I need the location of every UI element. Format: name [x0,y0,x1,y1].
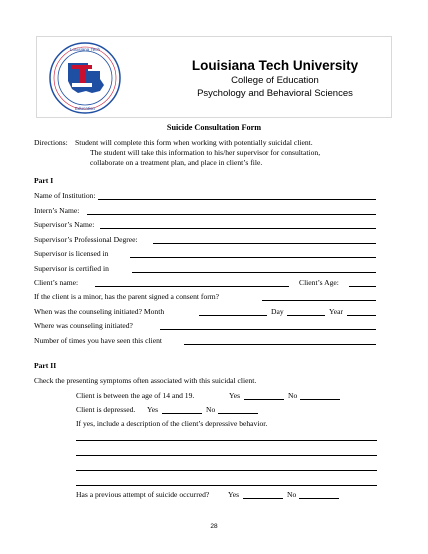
certified-field[interactable] [132,272,376,273]
depressed-no-field[interactable] [218,413,258,414]
previous-attempt-no-field[interactable] [299,498,339,499]
initiated-day-field[interactable] [287,315,325,316]
where-initiated-label: Where was counseling initiated? [34,321,133,330]
intern-label: Intern’s Name: [34,206,80,215]
description-line[interactable] [76,485,377,486]
directions-label: Directions: [34,138,68,147]
times-seen-field[interactable] [184,344,376,345]
supervisor-name-field[interactable] [100,228,376,229]
initiated-day-label: Day [271,307,284,316]
previous-attempt-label: Has a previous attempt of suicide occurred? [76,490,210,499]
client-age-field[interactable] [349,286,376,287]
initiated-month-field[interactable] [199,315,267,316]
minor-consent-field[interactable] [262,300,376,301]
degree-field[interactable] [153,243,376,244]
depressed-label: Client is depressed. [76,405,136,414]
previous-attempt-yes-label: Yes [228,490,240,499]
supervisor-label: Supervisor’s Name: [34,220,95,229]
description-line[interactable] [76,440,377,441]
previous-attempt-yes-field[interactable] [243,498,283,499]
directions-line-3: collaborate on a treatment plan, and place in client’s file. [90,158,263,167]
initiated-year-field[interactable] [347,315,376,316]
depressed-yes-label: Yes [147,405,159,414]
initiated-label: When was the counseling initiated? Month [34,307,165,316]
depressed-no-label: No [206,405,216,414]
licensed-label: Supervisor is licensed in [34,249,109,258]
seal-text-top: Louisiana Tech [70,47,100,52]
page-number: 28 [210,523,218,530]
intern-name-field[interactable] [87,214,376,215]
part2-intro: Check the presenting symptoms often associated with this suicidal client. [34,376,257,385]
client-name-field[interactable] [95,286,289,287]
initiated-year-label: Year [329,307,343,316]
times-seen-label: Number of times you have seen this client [34,336,163,345]
form-title: Suicide Consultation Form [166,123,262,132]
age-range-yes-label: Yes [229,391,241,400]
describe-label: If yes, include a description of the client’s depressive behavior. [76,419,268,428]
part1-heading: Part I [34,176,54,185]
client-age-label: Client’s Age: [299,278,339,287]
age-range-label: Client is between the age of 14 and 19. [76,391,195,400]
university-title: Louisiana Tech University [191,58,359,73]
licensed-field[interactable] [130,257,376,258]
depressed-yes-field[interactable] [162,413,202,414]
department-name: Psychology and Behavioral Sciences [197,88,353,99]
age-range-no-field[interactable] [300,399,340,400]
seal-text-bottom: Education [74,106,96,111]
institution-field[interactable] [98,199,376,200]
minor-consent-label: If the client is a minor, has the parent signed a consent form? [34,292,220,301]
degree-label: Supervisor’s Professional Degree: [34,235,138,244]
previous-attempt-no-label: No [287,490,297,499]
directions-line-1: Student will complete this form when working with potentially suicidal client. [75,138,313,147]
institution-label: Name of Institution: [34,191,96,200]
part2-heading: Part II [34,361,57,370]
age-range-yes-field[interactable] [244,399,284,400]
description-line[interactable] [76,470,377,471]
where-initiated-field[interactable] [160,329,376,330]
directions-line-2: The student will take this information to his/her supervisor for consultation, [90,148,321,157]
client-name-label: Client’s name: [34,278,79,287]
age-range-no-label: No [288,391,298,400]
college-name: College of Education [231,75,319,86]
certified-label: Supervisor is certified in [34,264,109,273]
description-line[interactable] [76,455,377,456]
university-seal [48,41,122,115]
